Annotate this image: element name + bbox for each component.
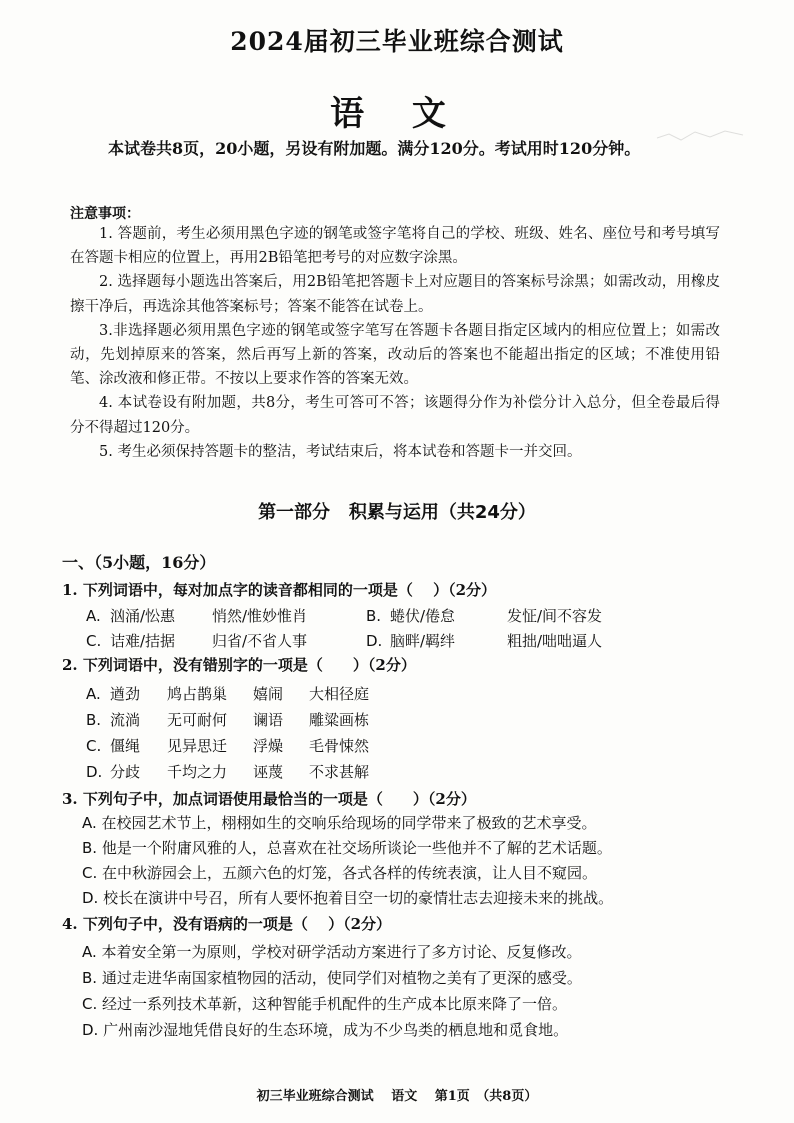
option-label: C.	[86, 737, 102, 755]
question-2-stem: 2. 下列词语中，没有错别字的一项是（ ）（2分）	[62, 656, 416, 674]
q2-option-b-word4: 雕粱画栋	[309, 711, 370, 729]
q1-option-c-pair: 归省/不省人事	[212, 632, 308, 650]
option-label: A.	[86, 685, 101, 703]
notice-item: 3.非选择题必须用黑色字迹的钢笔或签字笔写在答题卡各题目指定区域内的相应位置上；如需改动，先划掉原来的答案，然后再写上新的答案，改动后的答案也不能超出指定的区域；不准使用铅笔、涂改液和修正带。不按以上要求作答的答案无效。	[70, 322, 720, 388]
q1-option-b	[366, 605, 455, 626]
option-text: 流淌	[110, 711, 141, 729]
exam-title: 2024届初三毕业班综合测试	[230, 27, 564, 56]
q2-option-b-word2: 无可耐何	[167, 711, 228, 729]
notice-item: 4. 本试卷设有附加题，共8分，考生可答可不答；该题得分作为补偿分计入总分，但全卷最后得分不得超过120分。	[70, 395, 720, 436]
q1-option-b-pair: 发怔/间不容发	[507, 607, 603, 625]
q2-option-d	[86, 761, 140, 782]
q2-option-b-word3: 谰语	[253, 711, 284, 729]
q2-option-c-word2: 见异思迁	[167, 737, 228, 755]
q2-option-a	[86, 683, 140, 704]
option-label: B.	[86, 711, 102, 729]
section-heading: 一、（5小题，16分）	[62, 553, 216, 572]
q2-option-a-word4: 大相径庭	[309, 685, 370, 703]
q3-option-d: D. 校长在演讲中号召，所有人要怀抱着目空一切的豪情壮志去迎接未来的挑战。	[82, 889, 614, 907]
q2-option-c	[86, 735, 140, 756]
option-label: A.	[86, 607, 101, 625]
q4-option-c: C. 经过一系列技术革新，这种智能手机配件的生产成本比原来降了一倍。	[82, 995, 568, 1013]
exam-info: 本试卷共8页，20小题，另设有附加题。满分120分。考试用时120分钟。	[108, 139, 641, 158]
q2-option-c-word3: 浮燥	[253, 737, 284, 755]
option-label: D.	[86, 763, 103, 781]
option-text: 诘难/拮据	[110, 632, 176, 650]
part-title: 第一部分 积累与运用（共24分）	[258, 502, 536, 523]
option-text: 分歧	[110, 763, 141, 781]
q2-option-a-word3: 嬉闹	[253, 685, 284, 703]
question-4-stem: 4. 下列句子中，没有语病的一项是（ ）（2分）	[62, 915, 392, 933]
q4-option-d: D. 广州南沙湿地凭借良好的生态环境，成为不少鸟类的栖息地和觅食地。	[82, 1021, 569, 1039]
option-text: 汹涌/忪惠	[110, 607, 176, 625]
q2-option-d-word2: 千均之力	[167, 763, 228, 781]
q3-option-c: C. 在中秋游园会上，五颜六色的灯笼，各式各样的传统表演，让人目不窥园。	[82, 864, 598, 882]
q1-option-a	[86, 605, 175, 626]
option-text: 遒劲	[110, 685, 141, 703]
q4-option-b: B. 通过走进华南国家植物园的活动，使同学们对植物之美有了更深的感受。	[82, 969, 582, 987]
option-label: D.	[366, 632, 383, 650]
option-text: 僵绳	[110, 737, 141, 755]
q1-option-a-pair: 悄然/惟妙惟肖	[212, 607, 308, 625]
q2-option-d-word3: 诬蔑	[253, 763, 284, 781]
question-1-stem: 1. 下列词语中，每对加点字的读音都相同的一项是（ ）（2分）	[62, 581, 497, 599]
q2-option-b	[86, 709, 140, 730]
page-footer: 初三毕业班综合测试 语文 第1页 （共8页）	[256, 1089, 538, 1104]
option-text: 蜷伏/倦怠	[390, 607, 456, 625]
q2-option-c-word4: 毛骨悚然	[309, 737, 370, 755]
option-text: 脑畔/羁绊	[390, 632, 456, 650]
notice-item: 2. 选择题每小题选出答案后，用2B铅笔把答题卡上对应题目的答案标号涂黑；如需改动，用橡皮擦干净后，再选涂其他答案标号；答案不能答在试卷上。	[70, 274, 720, 315]
notice-list	[70, 222, 720, 464]
q1-option-c	[86, 630, 175, 651]
subject-title: 语 文	[330, 94, 464, 134]
option-label: B.	[366, 607, 382, 625]
q3-option-b: B. 他是一个附庸风雅的人，总喜欢在社交场所谈论一些他并不了解的艺术话题。	[82, 839, 612, 857]
q2-option-d-word4: 不求甚解	[309, 763, 370, 781]
notice-heading: 注意事项：	[70, 206, 140, 222]
option-label: C.	[86, 632, 102, 650]
q2-option-a-word2: 鸠占鹊巢	[167, 685, 228, 703]
q3-option-a: A. 在校园艺术节上，栩栩如生的交响乐给现场的同学带来了极致的艺术享受。	[82, 814, 597, 832]
q1-option-d-pair: 粗拙/咄咄逼人	[507, 632, 603, 650]
notice-item: 5. 考生必须保持答题卡的整洁，考试结束后，将本试卷和答题卡一并交回。	[99, 443, 582, 460]
q4-option-a: A. 本着安全第一为原则，学校对研学活动方案进行了多方讨论、反复修改。	[82, 943, 582, 961]
notice-item: 1. 答题前，考生必须用黑色字迹的钢笔或签字笔将自己的学校、班级、姓名、座位号和考号填写在答题卡相应的位置上，再用2B铅笔把考号的对应数字涂黑。	[70, 226, 720, 267]
q1-option-d	[366, 630, 455, 651]
question-3-stem: 3. 下列句子中，加点词语使用最恰当的一项是（ ）（2分）	[62, 790, 476, 808]
